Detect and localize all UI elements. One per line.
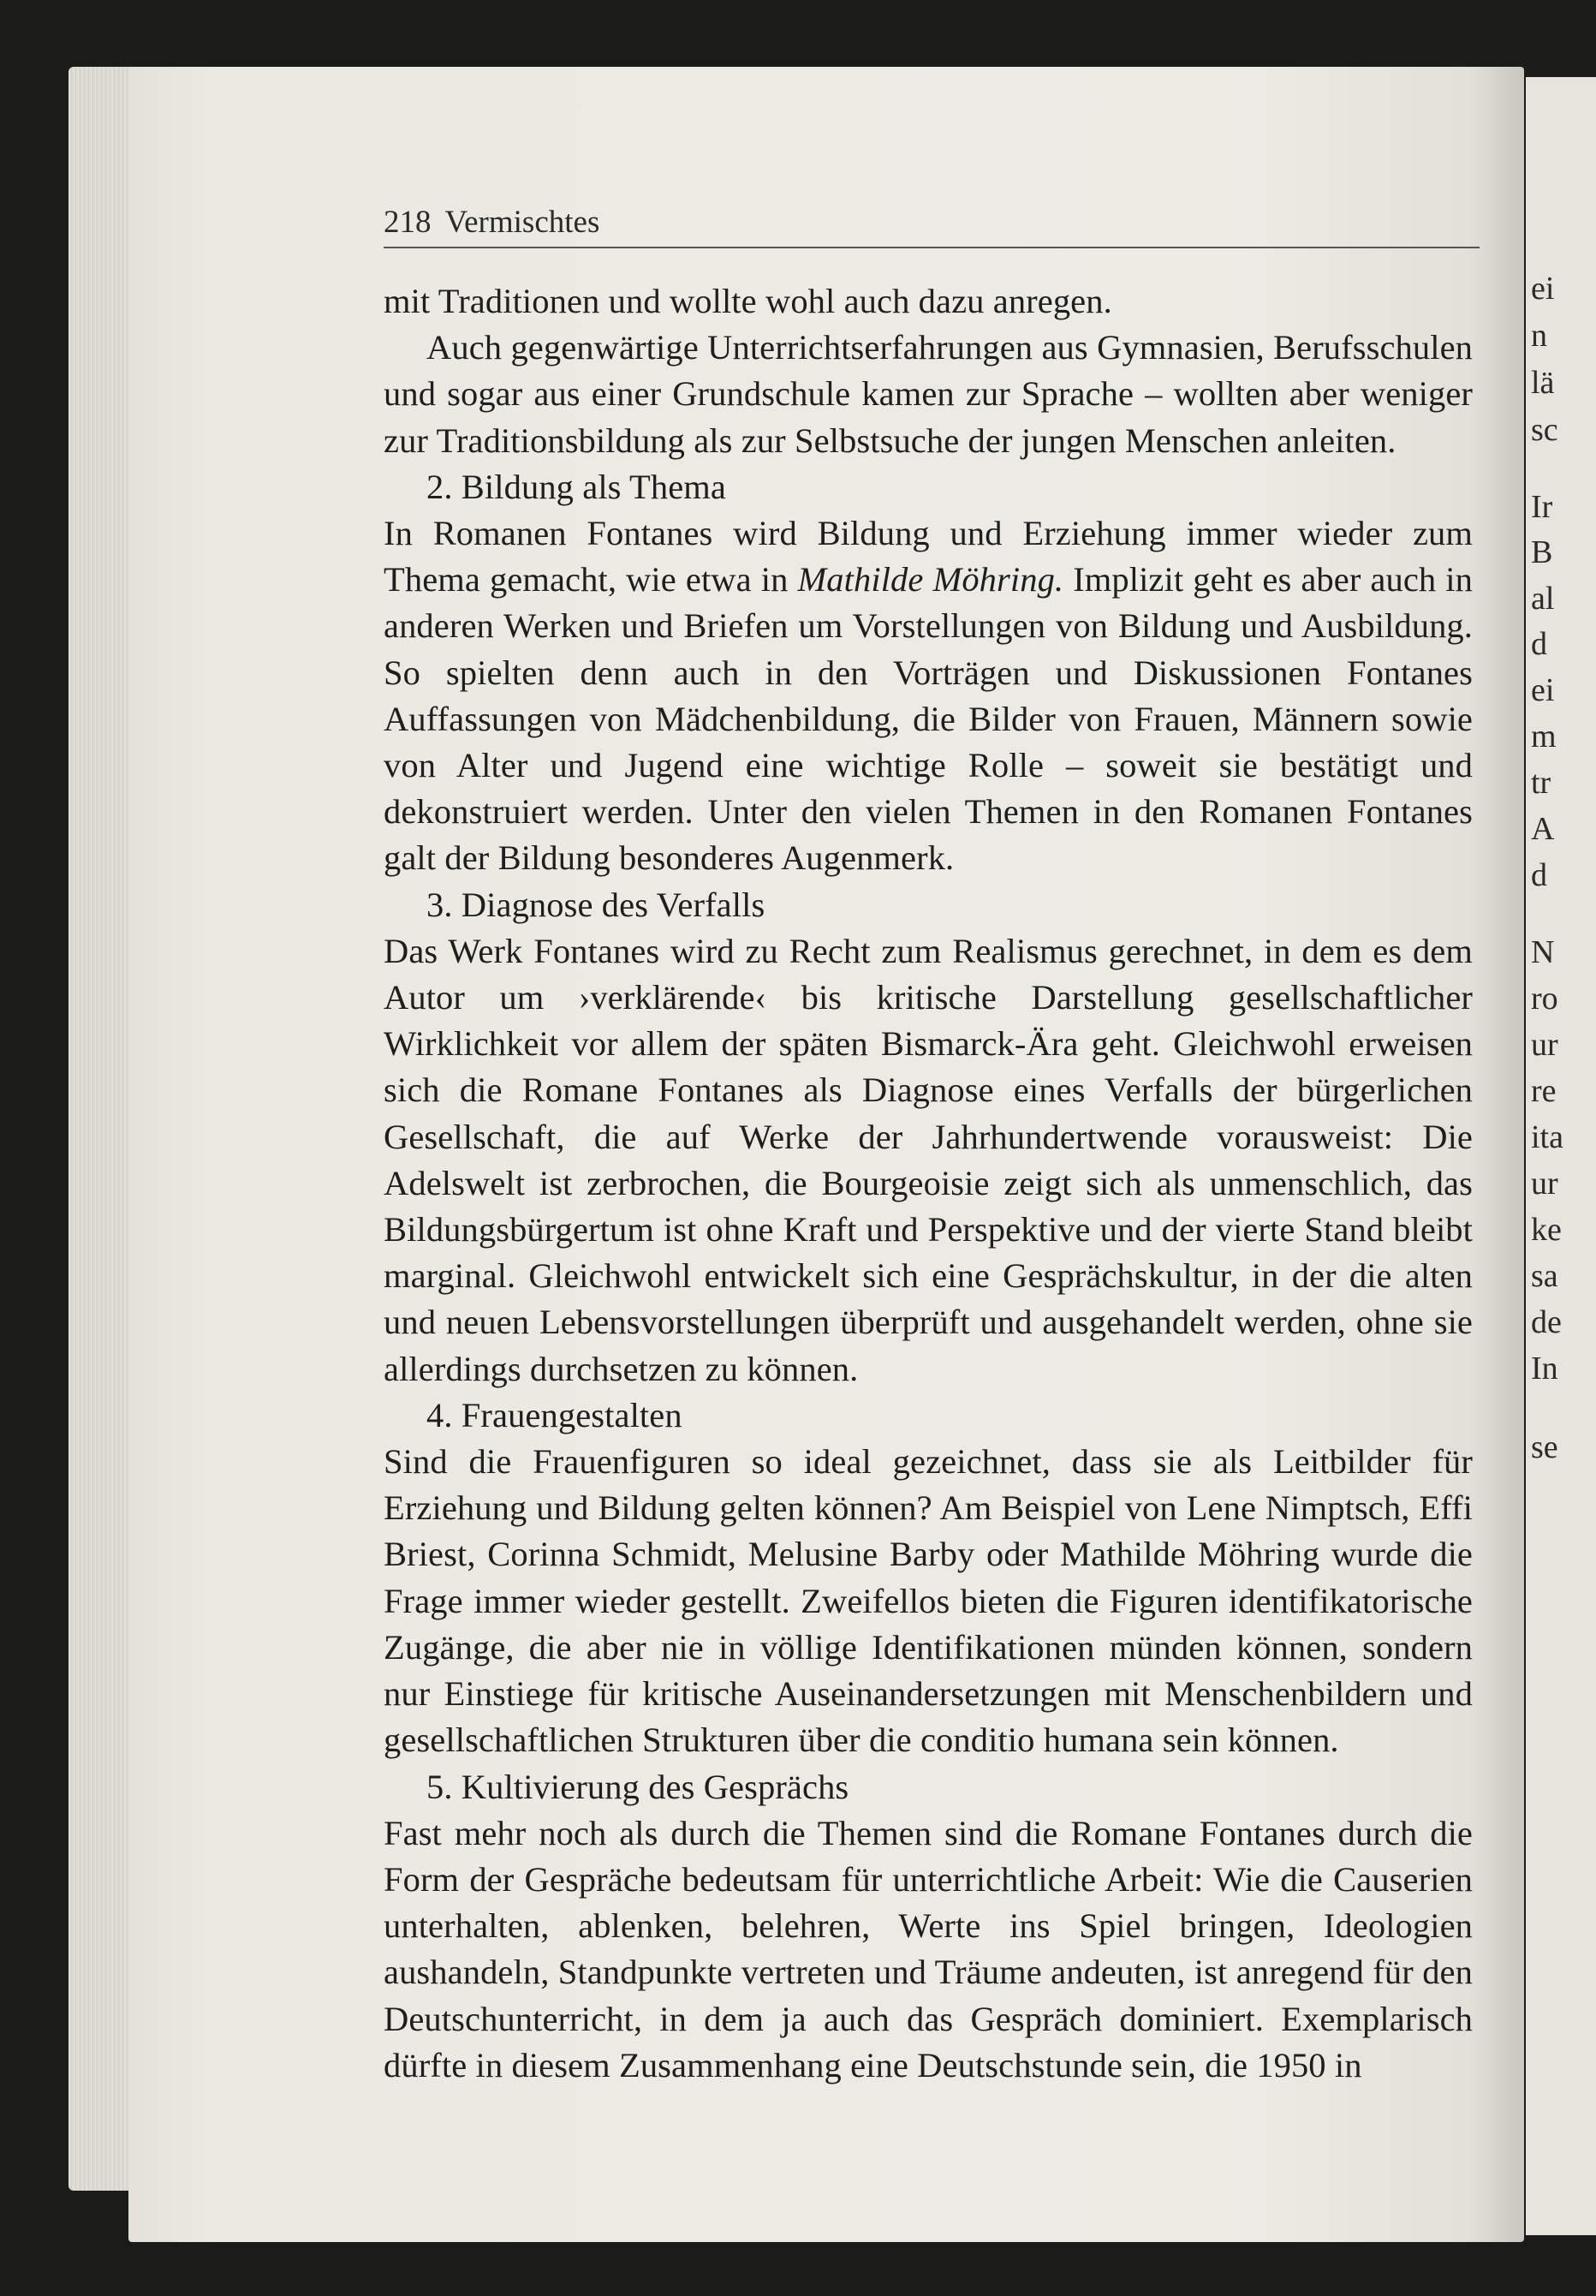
paragraph [384,510,1473,882]
facing-page-text-fragment: ro [1531,981,1558,1017]
facing-page-text-fragment: sa [1531,1258,1558,1294]
section-heading: 4. Frauengestalten [426,1395,682,1434]
facing-page-text-fragment: de [1531,1304,1562,1340]
facing-page-text-fragment: In [1531,1351,1558,1387]
facing-page-text-fragment: se [1531,1429,1558,1465]
facing-page-text-fragment: ei [1531,672,1555,708]
facing-page-text-fragment: sc [1531,412,1558,448]
page-number: 218 [384,205,432,240]
paragraph-text: In Romanen Fontanes wird Bildung und Erziehung immer wieder zum Thema gemacht, wie etwa in [384,514,1473,599]
facing-page-text-fragment: Ir [1531,489,1553,525]
facing-page-text-fragment: d [1531,857,1547,893]
running-header [384,204,1480,248]
running-title: Vermischtes [444,205,600,240]
paragraph: Fast mehr noch als durch die Themen sind die Romane Fontanes durch die Form der Gespräche bedeutsam für unterrichtliche Arbeit: Wie die Causerien unterhalten, ablenken, belehren, Werte ins Spiel bringen, Ideologien aushandeln, Standpunkte vertreten und Träume andeuten, ist anregend für den Deutschunterricht, in dem ja auch das Gespräch dominiert. Exemplarisch dürfte in diesem Zusammenhang eine Deutschstunde sein, die 1950 in [384,1813,1473,2084]
body-text [384,278,1473,2089]
facing-page-text-fragment: ur [1531,1166,1558,1202]
paragraph: Auch gegenwärtige Unterrichtserfahrungen aus Gymnasien, Berufsschulen und sogar aus einer Grundschule kamen zur Sprache – wollten aber weniger zur Traditionsbildung als zur Selbstsuche der jungen Menschen anleiten. [384,328,1473,460]
facing-page-text-fragment: ei [1531,271,1555,307]
facing-page-text-fragment: B [1531,534,1553,570]
facing-page-text-fragment: tr [1531,765,1551,801]
book-title: Mathilde Möhring. [797,560,1064,599]
facing-page-text-fragment: re [1531,1073,1557,1109]
facing-page-text-fragment: d [1531,626,1547,662]
section-heading: 2. Bildung als Thema [426,467,726,506]
facing-page-text-fragment: n [1531,318,1547,354]
paragraph: Sind die Frauenfiguren so ideal gezeichnet, dass sie als Leitbilder für Erziehung und Bildung gelten können? Am Beispiel von Lene Nimptsch, Effi Briest, Corinna Schmidt, Melusine Barby oder Mathilde Möhring wurde die Frage immer wieder gestellt. Zweifellos bieten die Figuren identifikatorische Zugänge, die aber nie in völlige Identifikationen münden können, sondern nur Einstiege für kritische Auseinandersetzungen mit Menschenbildern und gesellschaftlichen Strukturen über die conditio humana sein können. [384,1442,1473,1760]
paragraph-text: Implizit geht es aber auch in anderen Werken und Briefen um Vorstellungen von Bildung und Ausbildung. So spielten denn auch in den Vorträgen und Diskussionen Fontanes Auffassungen von Mädchenbildung, die Bilder von Frauen, Männern sowie von Alter und Jugend eine wichtige Rolle – soweit sie bestätigt und dekonstruiert werden. Unter den vielen Themen in den Romanen Fontanes galt der Bildung besonderes Augenmerk. [384,560,1473,878]
facing-page-text-fragment: A [1531,811,1555,847]
facing-page-text-fragment: N [1531,934,1555,970]
paragraph-continued: mit Traditionen und wollte wohl auch dazu anregen. [384,282,1112,320]
facing-page-text-fragment: ita [1531,1119,1563,1155]
facing-page-text-fragment: m [1531,719,1557,754]
section-heading: 5. Kultivierung des Gesprächs [426,1767,849,1806]
section-heading: 3. Diagnose des Verfalls [426,885,765,924]
facing-page-text-fragment: al [1531,581,1555,617]
facing-page-text-fragment: lä [1531,365,1555,401]
facing-page-edge [1526,77,1596,2235]
facing-page-text-fragment: ur [1531,1027,1558,1063]
facing-page-text-fragment: ke [1531,1212,1562,1248]
paragraph: Das Werk Fontanes wird zu Recht zum Realismus gerechnet, in dem es dem Autor um ›verklärende‹ bis kritische Darstellung gesellschaftlicher Wirklichkeit vor allem der späten Bismarck-Ära geht. Gleichwohl erweisen sich die Romane Fontanes als Diagnose eines Verfalls der bürgerlichen Gesellschaft, die auf Werke der Jahrhundertwende vorausweist: Die Adelswelt ist zerbrochen, die Bourgeoisie zeigt sich als unmenschlich, das Bildungsbürgertum ist ohne Kraft und Perspektive und der vierte Stand bleibt marginal. Gleichwohl entwickelt sich eine Gesprächskultur, in der die alten und neuen Lebensvorstellungen überprüft und ausgehandelt werden, ohne sie allerdings durchsetzen zu können. [384,931,1473,1388]
